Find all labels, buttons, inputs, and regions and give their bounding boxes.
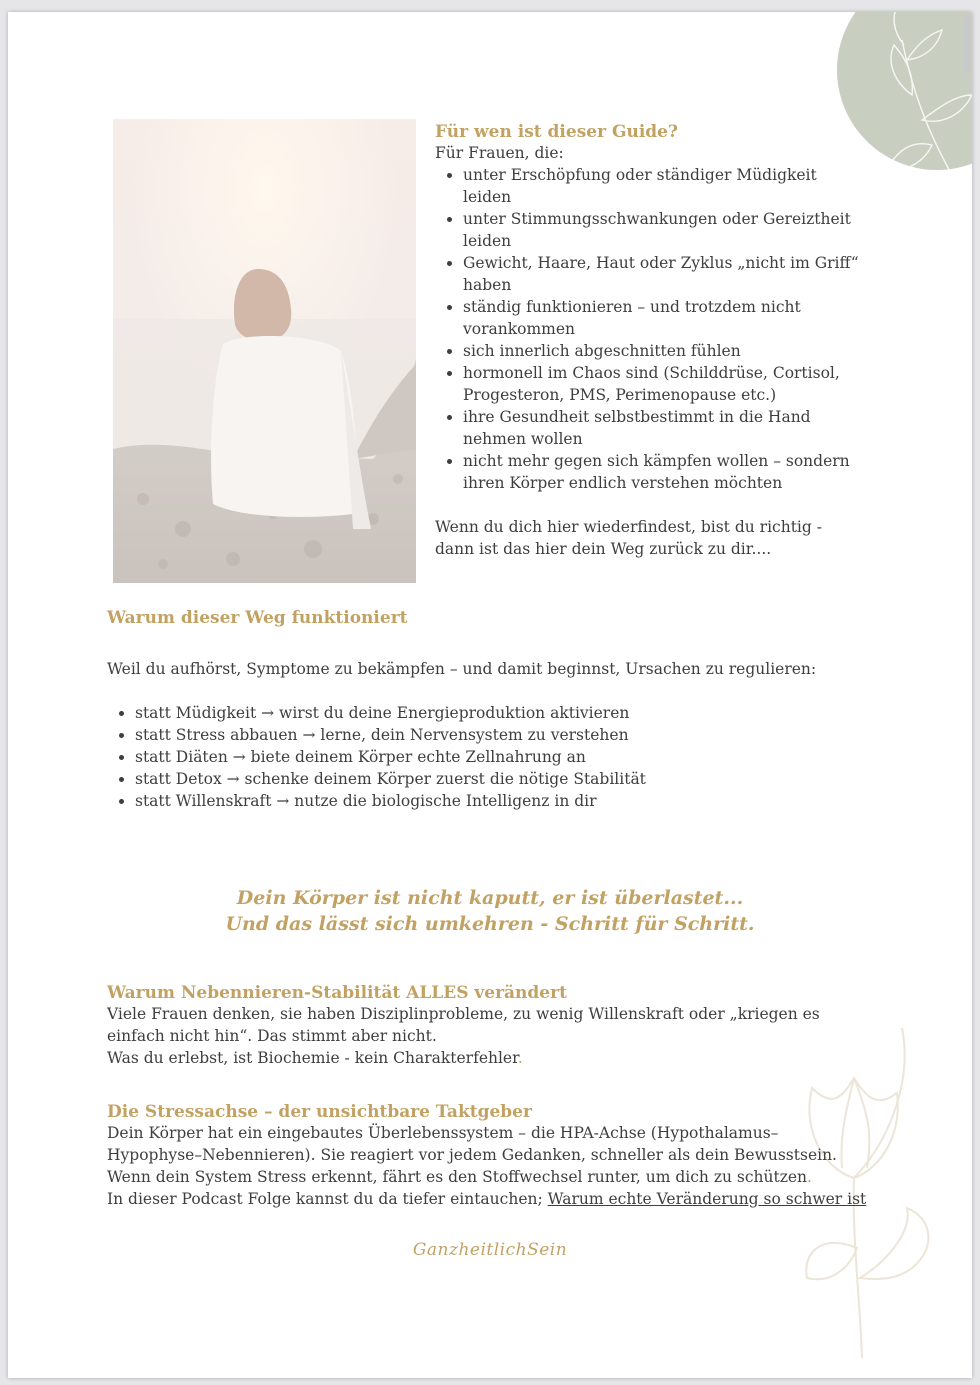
guide-list bbox=[435, 164, 860, 494]
stress-axis-section bbox=[107, 1102, 867, 1210]
list-item: • unter Erschöpfung oder ständiger Müdigkeit leiden bbox=[463, 164, 860, 208]
list-item: • statt Detox → schenke deinem Körper zuerst die nötige Stabilität bbox=[135, 768, 867, 790]
list-item: • sich innerlich abgeschnitten fühlen bbox=[463, 340, 860, 362]
list-item: • statt Müdigkeit → wirst du deine Energieproduktion aktivieren bbox=[135, 702, 867, 724]
guide-closing: Wenn du dich hier wiederfindest, bist du richtig - dann ist das hier dein Weg zurück zu dir.... bbox=[435, 518, 822, 558]
gold-dot: . bbox=[517, 1049, 523, 1067]
scrollbar[interactable] bbox=[964, 14, 970, 74]
list-item: • statt Stress abbauen → lerne, dein Nervensystem zu verstehen bbox=[135, 724, 867, 746]
quote-line-2: Und das lässt sich umkehren - Schritt für Schritt. bbox=[225, 913, 755, 935]
list-item: • ständig funktionieren – und trotzdem nicht vorankommen bbox=[463, 296, 860, 340]
quote-line-1: Dein Körper ist nicht kaputt, er ist überlastet... bbox=[236, 887, 744, 909]
stress-text-2-body: Wenn dein System Stress erkennt, fährt es den Stoffwechsel runter, um dich zu schützen bbox=[107, 1168, 808, 1186]
brand-signature: GanzheitlichSein bbox=[412, 1240, 568, 1260]
gold-dot: . bbox=[807, 1168, 812, 1186]
why-intro: Weil du aufhörst, Symptome zu bekämpfen – und damit beginnst, Ursachen zu regulieren: bbox=[107, 660, 817, 678]
podcast-text: In dieser Podcast Folge kannst du da tiefer eintauchen; bbox=[107, 1190, 548, 1208]
list-item: • hormonell im Chaos sind (Schilddrüse, Cortisol, Progesteron, PMS, Perimenopause etc.) bbox=[463, 362, 860, 406]
list-item: • statt Willenskraft → nutze die biologische Intelligenz in dir bbox=[135, 790, 867, 812]
adrenal-stability-section bbox=[107, 983, 867, 1069]
adrenal-text-2 bbox=[107, 1047, 867, 1069]
stress-heading: Die Stressachse – der unsichtbare Taktgeber bbox=[107, 1102, 532, 1122]
highlight-quote bbox=[8, 885, 972, 937]
podcast-line bbox=[107, 1188, 867, 1210]
document-page bbox=[8, 12, 972, 1378]
list-item: • unter Stimmungsschwankungen oder Gereiztheit leiden bbox=[463, 208, 860, 252]
woman-by-sea-photo bbox=[113, 119, 416, 583]
podcast-link[interactable]: Warum echte Veränderung so schwer ist bbox=[547, 1190, 867, 1208]
adrenal-text-1: Viele Frauen denken, sie haben Disziplinprobleme, zu wenig Willenskraft oder „kriegen es einfach nicht hin“. Das stimmt aber nicht. bbox=[107, 1005, 820, 1045]
why-it-works-section bbox=[107, 608, 867, 812]
list-item: • nicht mehr gegen sich kämpfen wollen – sondern ihren Körper endlich verstehen möchten bbox=[463, 450, 860, 494]
stress-text-2 bbox=[107, 1166, 867, 1188]
adrenal-heading: Warum Nebennieren-Stabilität ALLES verändert bbox=[107, 983, 567, 1003]
list-item: • statt Diäten → biete deinem Körper echte Zellnahrung an bbox=[135, 746, 867, 768]
list-item: • Gewicht, Haare, Haut oder Zyklus „nicht im Griff“ haben bbox=[463, 252, 860, 296]
guide-intro: Für Frauen, die: bbox=[435, 144, 564, 162]
guide-heading: Für wen ist dieser Guide? bbox=[435, 122, 678, 142]
why-list bbox=[107, 702, 867, 812]
why-heading: Warum dieser Weg funktioniert bbox=[107, 608, 408, 628]
stress-text-1: Dein Körper hat ein eingebautes Überlebenssystem – die HPA-Achse (Hypothalamus–Hypophyse–Nebennieren). Sie reagiert vor jedem Gedanken, schneller als dein Bewusstsein. bbox=[107, 1124, 837, 1164]
list-item: • ihre Gesundheit selbstbestimmt in die Hand nehmen wollen bbox=[463, 406, 860, 450]
adrenal-text-2-body: Was du erlebst, ist Biochemie - kein Charakterfehler bbox=[107, 1049, 518, 1067]
target-audience-section bbox=[435, 122, 860, 560]
